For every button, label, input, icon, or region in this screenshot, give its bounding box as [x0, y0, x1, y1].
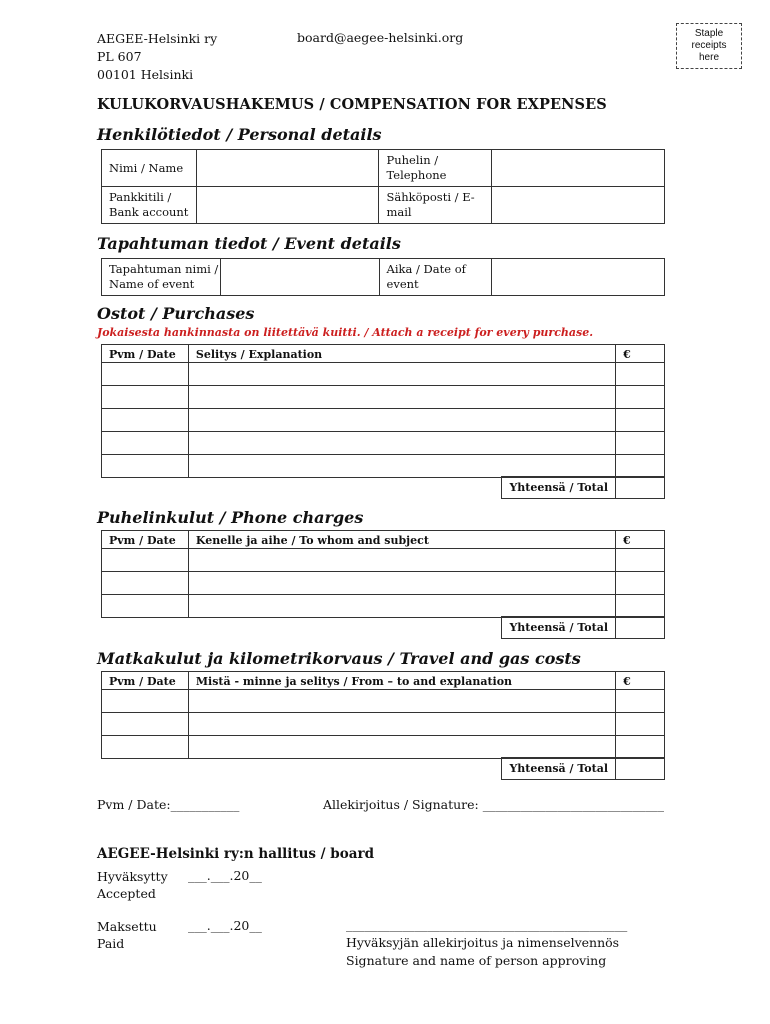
date-cell[interactable] — [102, 690, 189, 713]
table-row — [102, 455, 665, 478]
travel-total-label: Yhteensä / Total — [502, 758, 616, 780]
bank-label-en: Bank account — [109, 205, 189, 219]
purchases-explanation-header: Selitys / Explanation — [188, 345, 615, 363]
event-details-table — [101, 258, 665, 296]
table-row — [102, 386, 665, 409]
amount-cell[interactable] — [616, 736, 665, 759]
org-name: AEGEE-Helsinki ry — [97, 31, 218, 46]
bank-account-label — [102, 187, 197, 224]
explanation-cell[interactable] — [188, 386, 615, 409]
approver-label-en: Signature and name of person approving — [346, 953, 607, 968]
table-row — [102, 595, 665, 618]
personal-details-heading: Henkilötiedot / Personal details — [97, 125, 382, 144]
receipt-note: Jokaisesta hankinnasta on liitettävä kuitti. / Attach a receipt for every purchase. — [97, 326, 594, 339]
accepted-date-field[interactable]: ___.___.20__ — [188, 868, 262, 883]
amount-cell[interactable] — [616, 432, 665, 455]
table-row — [102, 713, 665, 736]
org-email: board@aegee-helsinki.org — [297, 30, 464, 45]
phone-total-row — [501, 616, 665, 639]
purchases-total-label: Yhteensä / Total — [502, 477, 616, 499]
date-cell[interactable] — [102, 363, 189, 386]
purchases-total-row — [501, 476, 665, 499]
staple-line-1: Staple — [694, 28, 724, 39]
phone-date-header: Pvm / Date — [102, 531, 189, 549]
travel-costs-table — [101, 671, 665, 759]
paid-label-en: Paid — [97, 936, 125, 951]
explanation-cell[interactable] — [188, 455, 615, 478]
email-field[interactable] — [492, 187, 665, 224]
table-row — [102, 736, 665, 759]
approver-signature-line[interactable]: _____________________________________________ — [346, 917, 628, 932]
explanation-cell[interactable] — [188, 363, 615, 386]
phone-charges-table — [101, 530, 665, 618]
explanation-cell[interactable] — [188, 409, 615, 432]
purchases-date-header: Pvm / Date — [102, 345, 189, 363]
form-title: KULUKORVAUSHAKEMUS / COMPENSATION FOR EXPENSES — [97, 96, 607, 113]
date-cell[interactable] — [102, 455, 189, 478]
date-cell[interactable] — [102, 736, 189, 759]
paid-date-field[interactable]: ___.___.20__ — [188, 918, 262, 933]
purchases-table — [101, 344, 665, 478]
phone-label: Puhelin / Telephone — [379, 150, 492, 187]
amount-cell[interactable] — [616, 386, 665, 409]
bank-account-field[interactable] — [196, 187, 379, 224]
phone-subject-header: Kenelle ja aihe / To whom and subject — [188, 531, 615, 549]
staple-line-2: receipts — [691, 40, 727, 51]
postal-address: 00101 Helsinki — [97, 67, 194, 82]
accepted-label-fi: Hyväksytty — [97, 869, 168, 884]
paid-label-fi: Maksettu — [97, 919, 157, 934]
date-cell[interactable] — [102, 386, 189, 409]
event-name-label-en: Name of event — [109, 277, 195, 291]
travel-total-row — [501, 757, 665, 780]
signature-line[interactable]: Allekirjoitus / Signature: _____________________________ — [323, 797, 664, 812]
purchases-total-field[interactable] — [616, 477, 665, 499]
route-cell[interactable] — [188, 690, 615, 713]
subject-cell[interactable] — [188, 549, 615, 572]
approver-label-fi: Hyväksyjän allekirjoitus ja nimenselvennös — [346, 935, 620, 950]
board-heading: AEGEE-Helsinki ry:n hallitus / board — [97, 846, 375, 862]
date-cell[interactable] — [102, 432, 189, 455]
accepted-label — [97, 868, 168, 902]
amount-cell[interactable] — [616, 363, 665, 386]
table-row — [102, 572, 665, 595]
event-details-heading: Tapahtuman tiedot / Event details — [97, 234, 401, 253]
purchases-heading: Ostot / Purchases — [97, 304, 255, 323]
travel-total-field[interactable] — [616, 758, 665, 780]
po-box: PL 607 — [97, 49, 142, 64]
explanation-cell[interactable] — [188, 432, 615, 455]
date-cell[interactable] — [102, 572, 189, 595]
subject-cell[interactable] — [188, 595, 615, 618]
table-row — [102, 363, 665, 386]
travel-date-header: Pvm / Date — [102, 672, 189, 690]
route-cell[interactable] — [188, 736, 615, 759]
approver-block — [346, 916, 627, 970]
event-name-label-fi: Tapahtuman nimi / — [109, 262, 219, 276]
event-name-label — [102, 259, 221, 296]
travel-amount-header: € — [616, 672, 665, 690]
date-cell[interactable] — [102, 595, 189, 618]
date-cell[interactable] — [102, 713, 189, 736]
amount-cell[interactable] — [616, 690, 665, 713]
purchases-amount-header: € — [616, 345, 665, 363]
amount-cell[interactable] — [616, 713, 665, 736]
travel-costs-heading: Matkakulut ja kilometrikorvaus / Travel and gas costs — [97, 649, 581, 668]
table-row — [102, 549, 665, 572]
email-label: Sähköposti / E-mail — [379, 187, 492, 224]
event-date-label: Aika / Date of event — [379, 259, 492, 296]
date-cell[interactable] — [102, 549, 189, 572]
amount-cell[interactable] — [616, 595, 665, 618]
phone-amount-header: € — [616, 531, 665, 549]
subject-cell[interactable] — [188, 572, 615, 595]
phone-total-field[interactable] — [616, 617, 665, 639]
date-signature-line[interactable]: Pvm / Date:___________ — [97, 797, 240, 812]
name-field[interactable] — [196, 150, 379, 187]
accepted-label-en: Accepted — [97, 886, 156, 901]
route-cell[interactable] — [188, 713, 615, 736]
bank-label-fi: Pankkitili / — [109, 190, 172, 204]
table-row — [102, 432, 665, 455]
paid-label — [97, 918, 157, 952]
table-row — [102, 690, 665, 713]
event-date-field[interactable] — [492, 259, 665, 296]
staple-receipts-box — [676, 23, 742, 69]
personal-details-table — [101, 149, 665, 224]
event-name-field[interactable] — [220, 259, 379, 296]
travel-route-header: Mistä - minne ja selitys / From – to and explanation — [188, 672, 615, 690]
phone-charges-heading: Puhelinkulut / Phone charges — [97, 508, 364, 527]
amount-cell[interactable] — [616, 409, 665, 432]
staple-line-3: here — [698, 52, 719, 63]
amount-cell[interactable] — [616, 455, 665, 478]
table-row — [102, 409, 665, 432]
date-cell[interactable] — [102, 409, 189, 432]
amount-cell[interactable] — [616, 572, 665, 595]
name-label: Nimi / Name — [102, 150, 197, 187]
amount-cell[interactable] — [616, 549, 665, 572]
organization-address — [97, 30, 217, 84]
phone-field[interactable] — [492, 150, 665, 187]
phone-total-label: Yhteensä / Total — [502, 617, 616, 639]
